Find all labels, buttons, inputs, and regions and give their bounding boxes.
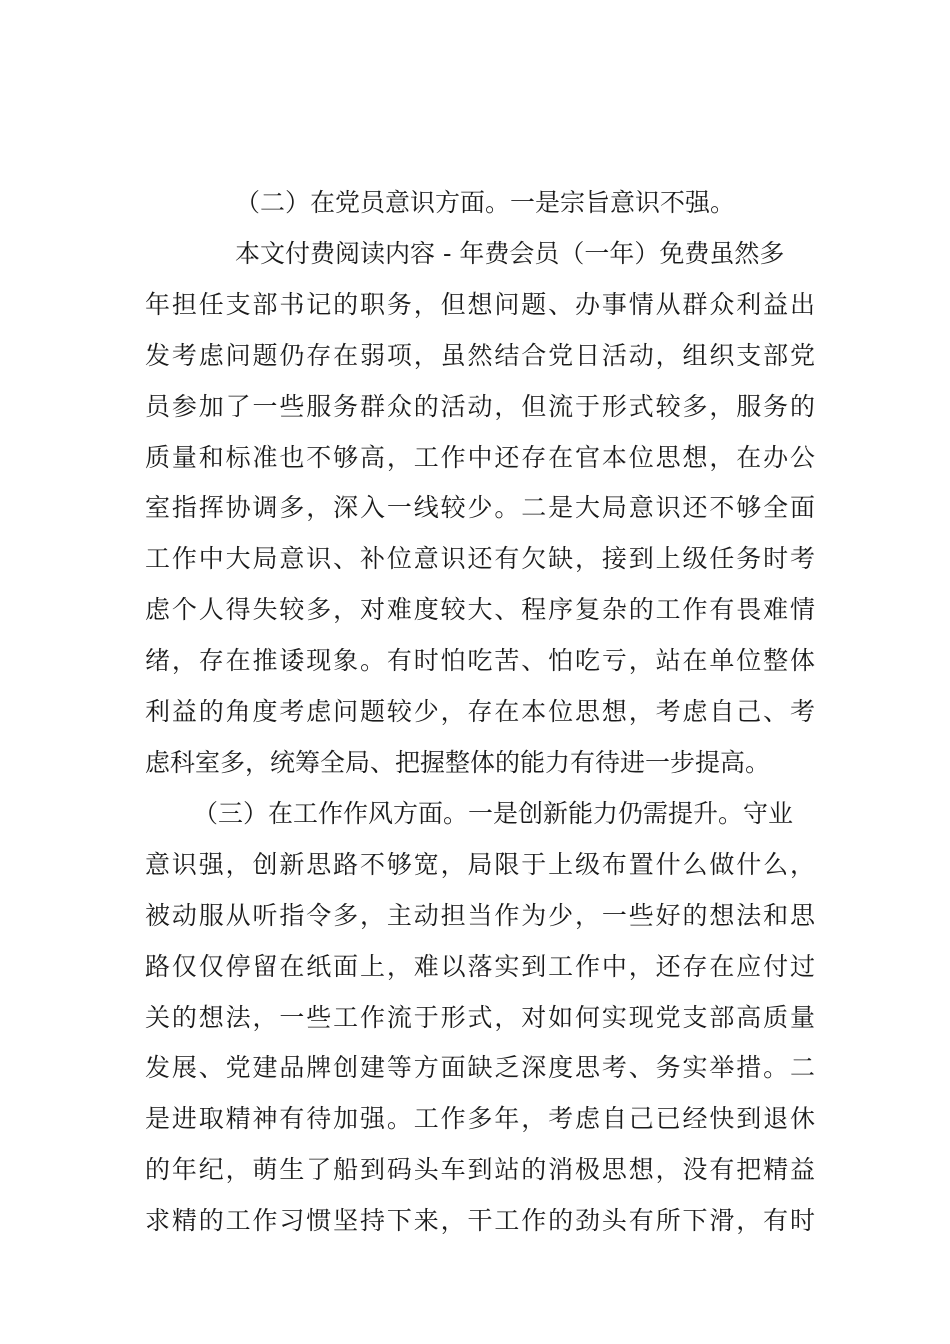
body-line: 关的想法，一些工作流于形式，对如何实现党支部高质量 [145,1002,815,1032]
body-line: 的年纪，萌生了船到码头车到站的消极思想，没有把精益 [145,1155,815,1185]
body-line: 路仅仅停留在纸面上，难以落实到工作中，还存在应付过 [145,951,815,981]
body-line: 室指挥协调多，深入一线较少。二是大局意识还不够全面 [145,493,815,523]
body-line: 员参加了一些服务群众的活动，但流于形式较多，服务的 [145,391,815,421]
body-line: 质量和标准也不够高，工作中还存在官本位思想，在办公 [145,442,815,472]
body-line: 工作中大局意识、补位意识还有欠缺，接到上级任务时考 [145,544,815,574]
body-line: 求精的工作习惯坚持下来，干工作的劲头有所下滑，有时 [145,1206,815,1236]
section-heading-3: （三）在工作作风方面。一是创新能力仍需提升。守业 [193,798,794,828]
body-line: 绪，存在推诿现象。有时怕吃苦、怕吃亏，站在单位整体 [145,646,815,676]
section-heading-2: （二）在党员意识方面。一是宗旨意识不强。 [235,188,736,217]
document-body [145,178,815,1247]
body-line: 意识强，创新思路不够宽，局限于上级布置什么做什么， [145,849,815,879]
paywall-notice-line: 本文付费阅读内容 - 年费会员（一年）免费虽然多 [235,238,785,268]
body-line: 利益的角度考虑问题较少，存在本位思想，考虑自己、考 [145,697,815,727]
body-line: 发展、党建品牌创建等方面缺乏深度思考、务实举措。二 [145,1053,815,1083]
body-line: 年担任支部书记的职务，但想问题、办事情从群众利益出 [145,289,815,319]
body-line: 被动服从听指令多，主动担当作为少，一些好的想法和思 [145,900,815,930]
body-line: 是进取精神有待加强。工作多年，考虑自己已经快到退休 [145,1104,815,1134]
body-line: 虑科室多，统筹全局、把握整体的能力有待进一步提高。 [145,747,771,777]
body-line: 发考虑问题仍存在弱项，虽然结合党日活动，组织支部党 [145,340,815,370]
body-line: 虑个人得失较多，对难度较大、程序复杂的工作有畏难情 [145,595,815,625]
